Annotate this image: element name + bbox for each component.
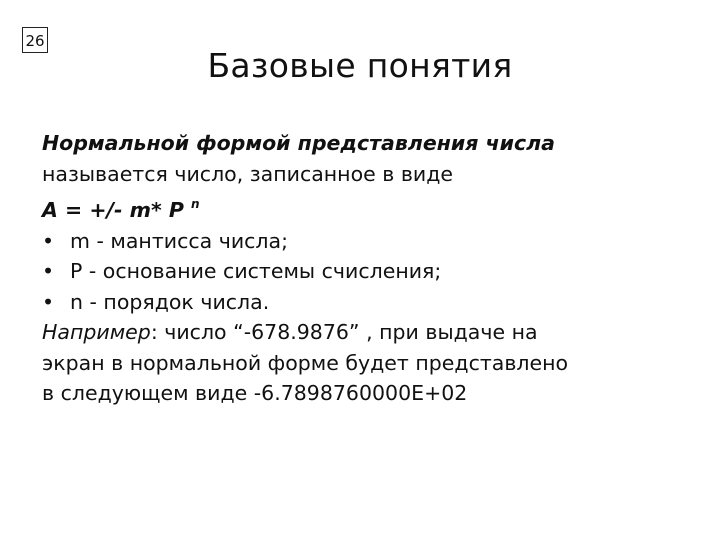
- slide-body: [42, 128, 692, 409]
- definition-term: Нормальной формой представления числа: [42, 131, 555, 155]
- bullet-symbol: •: [42, 259, 55, 283]
- bullet-symbol: •: [42, 289, 55, 314]
- bullet-item-base: [42, 256, 692, 287]
- formula-exponent: n: [191, 197, 200, 211]
- bullet-text: m - мантисса числа;: [70, 228, 288, 253]
- formula-base: A = +/- m* P: [42, 198, 184, 222]
- example-line-3: в следующем виде -6.7898760000E+02: [42, 381, 468, 405]
- bullet-item-order: [42, 287, 692, 318]
- bullet-symbol: •: [42, 228, 55, 253]
- bullet-item-mantissa: [42, 226, 692, 257]
- slide-title: [0, 46, 720, 85]
- slide-number-badge: 26: [22, 27, 48, 53]
- bullet-text: n - порядок числа.: [70, 289, 270, 314]
- formula: [42, 189, 692, 226]
- definition-text: называется число, записанное в виде: [42, 161, 454, 186]
- example-line-1: [42, 317, 692, 348]
- example-line-2: экран в нормальной форме будет представлено: [42, 350, 569, 375]
- example-text: : число “-678.9876” , при выдаче на: [150, 320, 538, 344]
- bullet-text: P - основание системы счисления;: [70, 259, 442, 283]
- slide-title-text: Базовые понятия: [207, 46, 513, 85]
- example-label: Например: [42, 320, 151, 344]
